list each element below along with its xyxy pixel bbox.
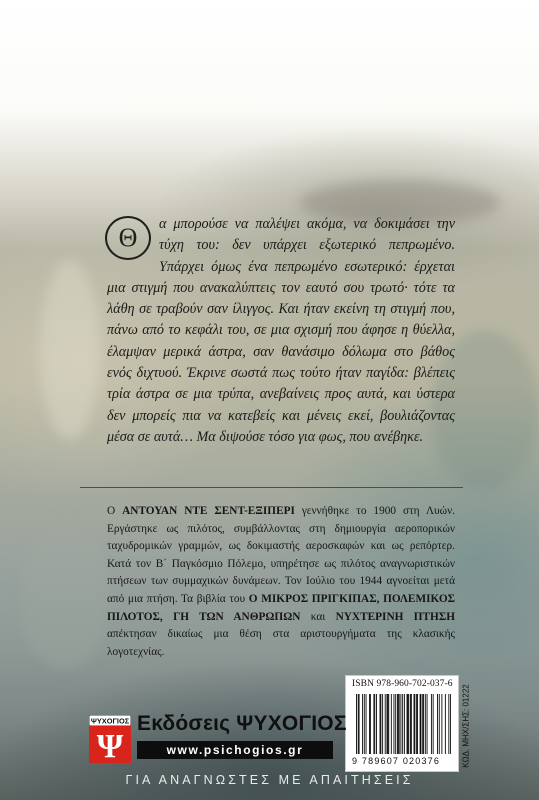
barcode-bar	[364, 694, 365, 754]
barcode-bar	[425, 694, 426, 754]
dropcap: Θ	[105, 216, 151, 260]
texture-smudge	[40, 260, 100, 440]
barcode-bar	[402, 694, 403, 754]
barcode-bar	[445, 694, 446, 754]
isbn-digits: 9 789607 020376	[352, 756, 441, 766]
barcode-bar	[422, 694, 423, 754]
barcode-bar	[404, 694, 405, 754]
barcode-bar	[370, 694, 371, 754]
barcode-bar	[400, 694, 401, 754]
barcode-bar	[387, 694, 388, 754]
barcode-bar	[423, 694, 424, 754]
barcode-bar	[387, 694, 388, 754]
bio-text: και	[300, 610, 336, 623]
barcode-bar	[398, 694, 399, 754]
tagline: ΓΙΑ ΑΝΑΓΝΩΣΤΕΣ ΜΕ ΑΠΑΙΤΗΣΕΙΣ	[125, 773, 414, 787]
barcode-bar	[448, 694, 449, 754]
barcode-bar	[441, 694, 442, 754]
barcode	[356, 694, 451, 754]
barcode-bar	[359, 694, 360, 754]
barcode-bar	[408, 694, 409, 754]
logo-wordmark: ΨΥΧΟΓΙΟΣ	[90, 716, 130, 726]
barcode-bar	[416, 694, 417, 754]
publisher-logo	[89, 715, 131, 763]
barcode-bar	[369, 694, 370, 754]
barcode-bar	[356, 694, 357, 754]
barcode-bar	[414, 694, 415, 754]
book-title: ΝΥΧΤΕΡΙΝΗ ΠΤΗΣΗ	[335, 610, 455, 623]
barcode-bar	[362, 694, 363, 754]
barcode-bar	[414, 694, 415, 754]
product-code	[460, 681, 472, 771]
barcode-bar	[380, 694, 381, 754]
barcode-bar	[437, 694, 438, 754]
barcode-bar	[385, 694, 386, 754]
barcode-bar	[431, 694, 432, 754]
texture-smudge	[20, 520, 110, 670]
blurb-text: α μπορούσε να παλέψει ακόμα, να δοκιμάσει την τύχη του: δεν υπάρχει εξωτερικό πεπρωμένο. Υπάρχει όμως ένα πεπρωμένο εσωτερικό: έρχεται μια στιγμή που ανακαλύπτεις τον εαυτό σου τρωτό· τότε τα λάθη σε τραβούν σαν ίλιγγος. Και ήταν εκείνη τη στιγμή που, πάνω από το κεφάλι του, σε μια σχισμή που άφησε η θύελλα, έλαμψαν μερικά άστρα, σαν θανάσιμο δόλωμα στο βάθος ενός διχτυού. Έκρινε σωστά πως τούτο ήταν παγίδα: βλέπεις τρία άστρα σε μια τρύπα, ανεβαίνεις προς αυτά, και ύστερα δεν μπορείς πια να κατεβείς και μένεις εκεί, βουλιάζοντας μέσα σε αυτά… Μα διψούσε τόσο για φως, που ανέβηκε.	[107, 216, 455, 445]
author-name: ΑΝΤΟΥΑΝ ΝΤΕ ΣΕΝΤ-ΕΞΙΠΕΡΙ	[122, 505, 295, 517]
bio-text: γεννήθηκε το 1900 στη Λυών. Εργάστηκε ως πιλότος, συμβάλλοντας στη δημιουργία αεροπορικών ταχυδρομικών γραμμών, ως δοκιμαστής αεροσκαφών και ως ρεπόρτερ. Κατά τον Β΄ Παγκόσμιο Πόλεμο, υπηρέτησε ως πιλότος αναγνωριστικών πτήσεων των συμμαχικών δυνάμεων. Τον Ιούλιο του 1944 αγνοείται μετά από μια πτήση. Τα βιβλία του	[107, 505, 456, 605]
barcode-bar	[393, 694, 394, 754]
divider	[80, 487, 463, 488]
barcode-bar	[376, 694, 377, 754]
barcode-bar	[388, 694, 389, 754]
barcode-bar	[380, 694, 381, 754]
bio-text: Ο	[107, 505, 123, 517]
book-separator: ,	[376, 592, 384, 605]
barcode-bar	[374, 694, 375, 754]
publisher-url[interactable]: www.psichogios.gr	[137, 741, 333, 759]
barcode-bar	[411, 694, 412, 754]
barcode-bar	[373, 694, 374, 754]
barcode-bar	[420, 694, 421, 754]
barcode-bar	[399, 694, 400, 754]
barcode-bar	[433, 694, 434, 754]
author-bio	[107, 503, 455, 661]
book-title: ΓΗ ΤΩΝ ΑΝΘΡΩΠΩΝ	[173, 610, 301, 623]
bio-text: απέκτησαν δικαίως μια θέση στα αριστουργήματα της κλασικής λογοτεχνίας.	[107, 628, 455, 658]
barcode-bar	[439, 694, 440, 754]
publisher-name: Εκδόσεις ΨΥΧΟΓΙΟΣ	[137, 712, 347, 735]
barcode-bar	[395, 694, 396, 754]
barcode-bar	[358, 694, 359, 754]
barcode-bar	[391, 694, 392, 754]
barcode-bar	[366, 694, 367, 754]
barcode-bar	[410, 694, 411, 754]
book-title: Ο ΜΙΚΡΟΣ ΠΡΙΓΚΙΠΑΣ	[248, 592, 377, 605]
blurb	[107, 214, 455, 448]
product-code-text: ΚΩΔ. ΜΗΧ/ΣΗΣ: 01222	[461, 684, 471, 768]
barcode-bar	[450, 694, 451, 754]
barcode-bar	[417, 694, 418, 754]
barcode-bar	[382, 694, 383, 754]
isbn-barcode-box	[345, 675, 459, 772]
barcode-bar	[397, 694, 398, 754]
barcode-bar	[407, 694, 408, 754]
barcode-bar	[427, 694, 428, 754]
book-title: ΠΟΛΕΜΙΚΟΣ ΠΙΛΟΤΟΣ	[107, 592, 455, 623]
book-separator: ,	[159, 610, 174, 623]
psi-icon: Ψ	[96, 728, 124, 763]
isbn-label: ISBN 978-960-702-037-6	[352, 679, 453, 689]
barcode-bar	[420, 694, 421, 754]
barcode-bar	[407, 694, 408, 754]
